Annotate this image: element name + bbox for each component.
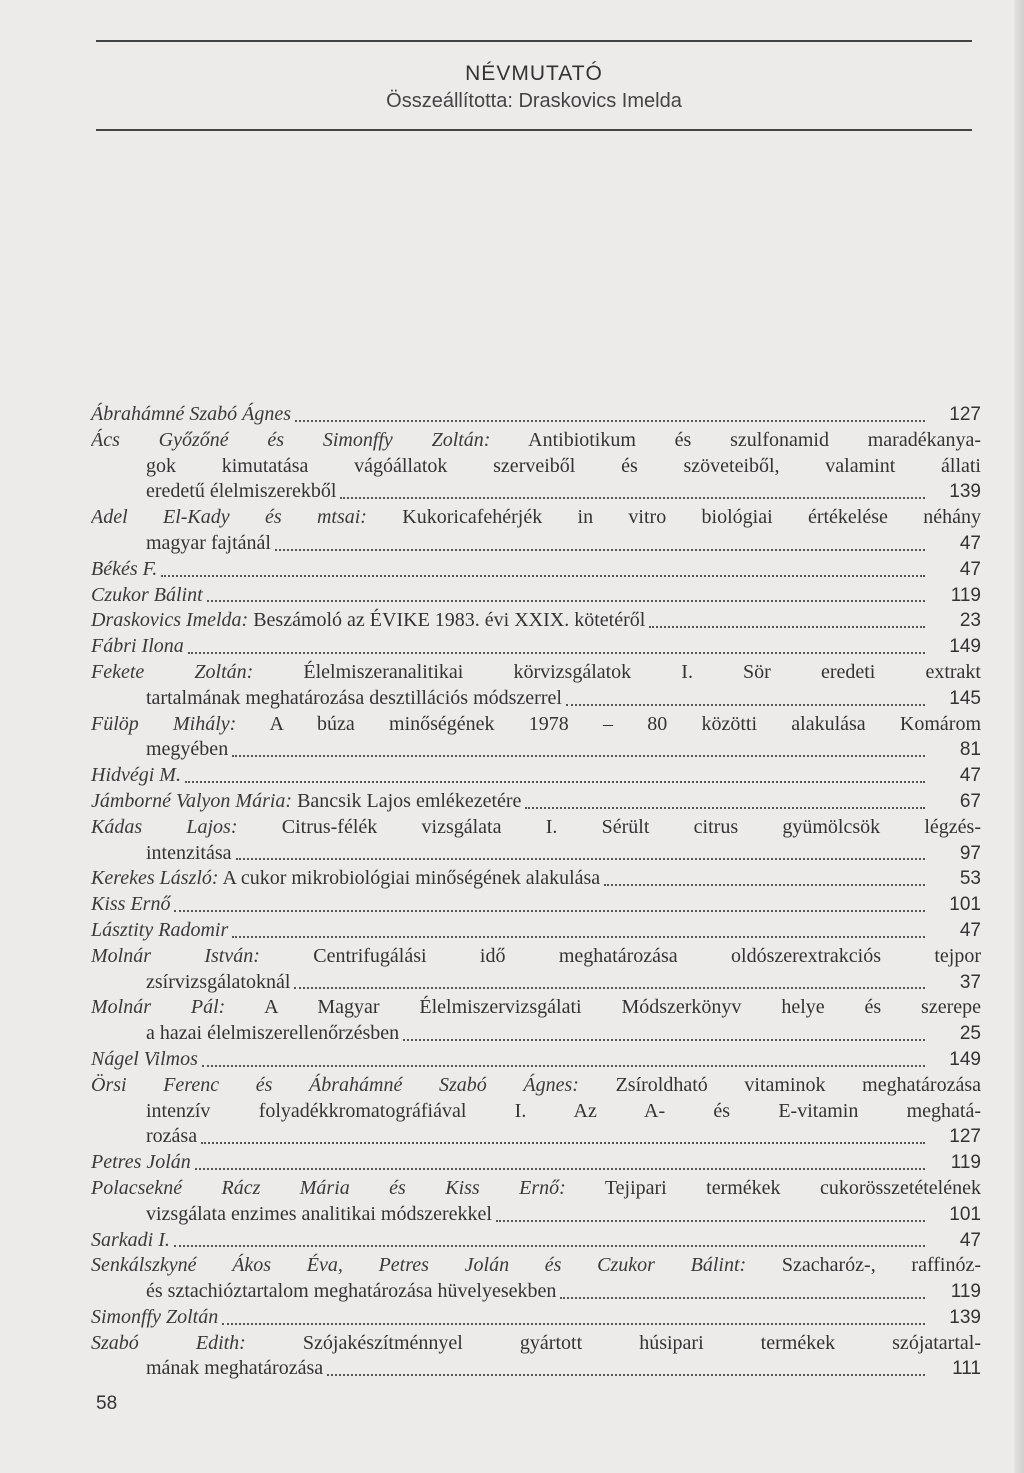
entry-line xyxy=(91,557,981,583)
entry-line xyxy=(91,1253,981,1279)
author-name: Simonffy Zoltán xyxy=(91,1305,219,1328)
entry-text xyxy=(91,1305,218,1331)
dot-leader xyxy=(403,1021,925,1047)
entry-line xyxy=(91,583,981,609)
entry-text xyxy=(91,1253,981,1279)
dot-leader xyxy=(566,686,925,712)
index-entry xyxy=(91,583,981,609)
entry-line xyxy=(91,1228,981,1254)
entry-line xyxy=(91,815,981,841)
author-name: Kiss Ernő xyxy=(91,893,171,916)
entry-text xyxy=(91,634,184,660)
dot-leader xyxy=(232,918,925,944)
dot-leader xyxy=(496,1202,925,1228)
index-entry xyxy=(91,1073,981,1150)
author-name: Lásztity Radomir xyxy=(91,918,229,941)
author-name: Nágel Vilmos xyxy=(91,1047,198,1070)
dot-leader xyxy=(174,1228,925,1254)
index-entry xyxy=(91,815,981,867)
entry-text xyxy=(91,583,203,609)
entry-page-number: 47 xyxy=(959,1229,981,1251)
entry-line xyxy=(91,763,981,789)
entry-page-number: 101 xyxy=(949,1203,981,1225)
entry-text xyxy=(91,918,228,944)
index-entry xyxy=(91,944,981,996)
article-title: Citrus-félék vizsgálata I. Sérült citrus gyümölcsök légzés- xyxy=(237,815,981,838)
entry-page-number: 119 xyxy=(950,1152,981,1174)
entry-text xyxy=(91,763,181,789)
entry-line xyxy=(91,789,981,815)
entry-page-number: 149 xyxy=(949,1048,981,1070)
entry-line xyxy=(91,454,981,480)
author-name: Ács Győzőné és Simonffy Zoltán: xyxy=(91,428,491,451)
dot-leader xyxy=(222,1305,925,1331)
dot-leader xyxy=(327,1356,925,1382)
index-entry xyxy=(91,608,981,634)
entry-text xyxy=(91,789,521,815)
article-title: Tejipari termékek cukorösszetételének xyxy=(565,1176,981,1199)
entry-text xyxy=(91,428,981,454)
index-entry xyxy=(91,505,981,557)
entry-page-number: 37 xyxy=(959,971,981,993)
entry-text xyxy=(91,1150,191,1176)
index-entry xyxy=(91,892,981,918)
entry-text xyxy=(91,995,981,1021)
author-name: Molnár István: xyxy=(91,944,260,967)
entry-page-number: 127 xyxy=(949,1126,981,1148)
author-name: Fülöp Mihály: xyxy=(91,712,237,735)
index-entry xyxy=(91,1228,981,1254)
entry-line xyxy=(91,841,981,867)
entry-text xyxy=(91,892,170,918)
page-number: 58 xyxy=(96,1393,118,1414)
entry-line xyxy=(91,660,981,686)
entry-text xyxy=(146,1099,981,1125)
author-name: Adel El-Kady és mtsai: xyxy=(91,506,367,529)
entry-line xyxy=(91,918,981,944)
entry-text xyxy=(91,944,981,970)
header-rule xyxy=(96,129,972,131)
dot-leader xyxy=(232,737,925,763)
article-title: zsírvizsgálatoknál xyxy=(146,970,291,993)
article-title: tartalmának meghatározása desztillációs módszerrel xyxy=(146,686,562,709)
article-title: Szójakészítménnyel gyártott húsipari termékek szójatartal- xyxy=(245,1331,981,1354)
article-title: Zsíroldható vitaminok meghatározása xyxy=(578,1073,981,1096)
index-entry xyxy=(91,763,981,789)
article-title: rozása xyxy=(146,1125,198,1148)
entry-line xyxy=(91,1331,981,1357)
article-title: intenzív folyadékkromatográfiával I. Az A- és E-vitamin meghatá- xyxy=(146,1099,981,1122)
entry-page-number: 139 xyxy=(949,1306,981,1328)
entry-page-number: 127 xyxy=(949,404,981,425)
entry-line xyxy=(91,1124,981,1150)
index-entry xyxy=(91,1176,981,1228)
entry-page-number: 47 xyxy=(959,532,981,554)
article-title: vizsgálata enzimes analitikai módszerekkel xyxy=(146,1202,492,1225)
entry-text xyxy=(91,402,291,428)
entry-line xyxy=(91,634,981,660)
author-name: Senkálszkyné Ákos Éva, Petres Jolán és Czukor Bálint: xyxy=(91,1254,747,1277)
article-title: Kukoricafehérjék in vitro biológiai értékelése néhány xyxy=(366,506,981,529)
author-name: Jámborné Valyon Mária: xyxy=(91,789,293,812)
entry-text xyxy=(146,1356,323,1382)
index-entry xyxy=(91,1331,981,1383)
article-title: és sztachióztartalom meghatározása hüvelyesekben xyxy=(146,1280,557,1303)
entry-text xyxy=(146,737,228,763)
article-title: mának meghatározása xyxy=(146,1357,324,1380)
entry-text xyxy=(146,454,981,480)
dot-leader xyxy=(195,1150,925,1176)
article-title: intenzitása xyxy=(146,841,232,864)
entry-line xyxy=(91,1047,981,1073)
entry-line xyxy=(91,1150,981,1176)
index-entry xyxy=(91,428,981,505)
entry-line xyxy=(91,866,981,892)
entry-page-number: 149 xyxy=(949,636,981,658)
entry-line xyxy=(91,531,981,557)
entry-line xyxy=(91,686,981,712)
article-title: Beszámoló az ÉVIKE 1983. évi XXIX. kötetéről xyxy=(248,609,646,632)
entry-page-number: 111 xyxy=(952,1358,981,1380)
article-title: Szacharóz-, raffinóz- xyxy=(746,1254,981,1277)
article-title: a hazai élelmiszerellenőrzésben xyxy=(146,1022,400,1045)
index-entry xyxy=(91,1047,981,1073)
entry-text xyxy=(91,557,157,583)
index-entry xyxy=(91,918,981,944)
entry-text xyxy=(91,712,981,738)
dot-leader xyxy=(340,479,925,505)
entry-text xyxy=(91,1331,981,1357)
entry-line xyxy=(91,608,981,634)
entry-line xyxy=(91,737,981,763)
entry-page-number: 81 xyxy=(959,739,981,761)
entry-line xyxy=(91,1099,981,1125)
author-name: Sarkadi I. xyxy=(91,1228,170,1251)
entry-text xyxy=(146,1279,556,1305)
dot-leader xyxy=(174,892,925,918)
entry-text xyxy=(91,660,981,686)
entry-text xyxy=(146,686,562,712)
author-name: Hidvégi M. xyxy=(91,764,181,787)
entry-line xyxy=(91,970,981,996)
entry-page-number: 47 xyxy=(959,558,981,580)
entry-line xyxy=(91,505,981,531)
entry-page-number: 25 xyxy=(959,1023,981,1045)
entry-line xyxy=(91,995,981,1021)
entry-text xyxy=(91,1047,198,1073)
author-name: Polacsekné Rácz Mária és Kiss Ernő: xyxy=(91,1176,566,1199)
entry-text xyxy=(146,1124,197,1150)
dot-leader xyxy=(188,634,925,660)
author-name: Kerekes László: xyxy=(91,867,219,890)
dot-leader xyxy=(525,789,925,815)
entry-line xyxy=(91,1279,981,1305)
entry-line xyxy=(91,402,981,428)
entry-text xyxy=(91,1176,981,1202)
article-title: magyar fajtánál xyxy=(146,531,271,554)
author-name: Ábrahámné Szabó Ágnes xyxy=(91,403,291,425)
index-entry xyxy=(91,1305,981,1331)
entry-text xyxy=(91,1073,981,1099)
dot-leader xyxy=(207,583,925,609)
author-name: Czukor Bálint xyxy=(91,583,203,606)
dot-leader xyxy=(295,402,925,428)
entry-page-number: 145 xyxy=(949,687,981,709)
article-title: eredetű élelmiszerekből xyxy=(146,480,337,503)
entry-line xyxy=(91,1305,981,1331)
entry-text xyxy=(146,479,336,505)
entry-line xyxy=(91,1202,981,1228)
entry-line xyxy=(91,1021,981,1047)
index-title: NÉVMUTATÓ xyxy=(465,62,603,85)
dot-leader xyxy=(201,1124,925,1150)
entry-text xyxy=(91,505,981,531)
index-entry xyxy=(91,1150,981,1176)
index-entry xyxy=(91,557,981,583)
dot-leader xyxy=(604,866,925,892)
entry-text xyxy=(146,1202,492,1228)
entry-text xyxy=(91,866,600,892)
entry-line xyxy=(91,479,981,505)
page-edge xyxy=(1014,0,1024,1473)
entry-page-number: 97 xyxy=(959,842,981,864)
author-name: Békés F. xyxy=(91,557,158,580)
dot-leader xyxy=(202,1047,925,1073)
author-name: Fábri Ilona xyxy=(91,635,184,658)
index-entries xyxy=(91,402,981,1382)
author-name: Fekete Zoltán: xyxy=(91,660,254,683)
dot-leader xyxy=(236,841,925,867)
entry-text xyxy=(146,970,290,996)
dot-leader xyxy=(161,557,925,583)
dot-leader xyxy=(185,763,925,789)
author-name: Kádas Lajos: xyxy=(91,815,238,838)
entry-page-number: 119 xyxy=(950,1281,981,1303)
article-title: A búza minőségének 1978 – 80 közötti alakulása Komárom xyxy=(236,712,981,735)
entry-page-number: 139 xyxy=(949,481,981,503)
entry-line xyxy=(91,428,981,454)
entry-line xyxy=(91,892,981,918)
index-compiler: Összeállította: Draskovics Imelda xyxy=(386,90,682,112)
entry-page-number: 67 xyxy=(959,790,981,812)
author-name: Molnár Pál: xyxy=(91,996,226,1019)
top-rule xyxy=(96,40,972,42)
article-title: A cukor mikrobiológiai minőségének alakulása xyxy=(218,867,601,890)
entry-page-number: 53 xyxy=(959,868,981,890)
article-title: Centrifugálási idő meghatározása oldószerextrakciós tejpor xyxy=(259,944,981,967)
dot-leader xyxy=(649,608,925,634)
article-title: Antibiotikum és szulfonamid maradékanya- xyxy=(490,428,981,451)
index-entry xyxy=(91,634,981,660)
index-entry xyxy=(91,866,981,892)
index-entry xyxy=(91,995,981,1047)
entry-page-number: 23 xyxy=(959,610,981,632)
entry-page-number: 47 xyxy=(959,919,981,941)
article-title: A Magyar Élelmiszervizsgálati Módszerkönyv helye és szerepe xyxy=(225,996,981,1019)
index-entry xyxy=(91,402,981,428)
index-entry xyxy=(91,660,981,712)
entry-text xyxy=(146,531,271,557)
dot-leader xyxy=(560,1279,925,1305)
article-title: megyében xyxy=(146,738,229,761)
article-title: gok kimutatása vágóállatok szerveiből és szöveteiből, valamint állati xyxy=(146,454,981,477)
dot-leader xyxy=(294,970,925,996)
entry-line xyxy=(91,1176,981,1202)
index-entry xyxy=(91,712,981,764)
entry-text xyxy=(91,608,645,634)
dot-leader xyxy=(275,531,925,557)
entry-line xyxy=(91,712,981,738)
entry-page-number: 47 xyxy=(959,765,981,787)
entry-page-number: 119 xyxy=(950,584,981,606)
article-title: Élelmiszeranalitikai körvizsgálatok I. Sör eredeti extrakt xyxy=(253,660,981,683)
index-entry xyxy=(91,1253,981,1305)
author-name: Draskovics Imelda: xyxy=(91,609,249,632)
entry-page-number: 101 xyxy=(949,894,981,916)
entry-line xyxy=(91,1073,981,1099)
author-name: Petres Jolán xyxy=(91,1151,191,1174)
article-title: Bancsik Lajos emlékezetére xyxy=(292,789,522,812)
author-name: Szabó Edith: xyxy=(91,1331,246,1354)
entry-line xyxy=(91,944,981,970)
author-name: Örsi Ferenc és Ábrahámné Szabó Ágnes: xyxy=(91,1073,579,1096)
entry-line xyxy=(91,1356,981,1382)
entry-text xyxy=(146,1021,399,1047)
entry-text xyxy=(91,1228,170,1254)
entry-text xyxy=(91,815,981,841)
entry-text xyxy=(146,841,232,867)
index-entry xyxy=(91,789,981,815)
